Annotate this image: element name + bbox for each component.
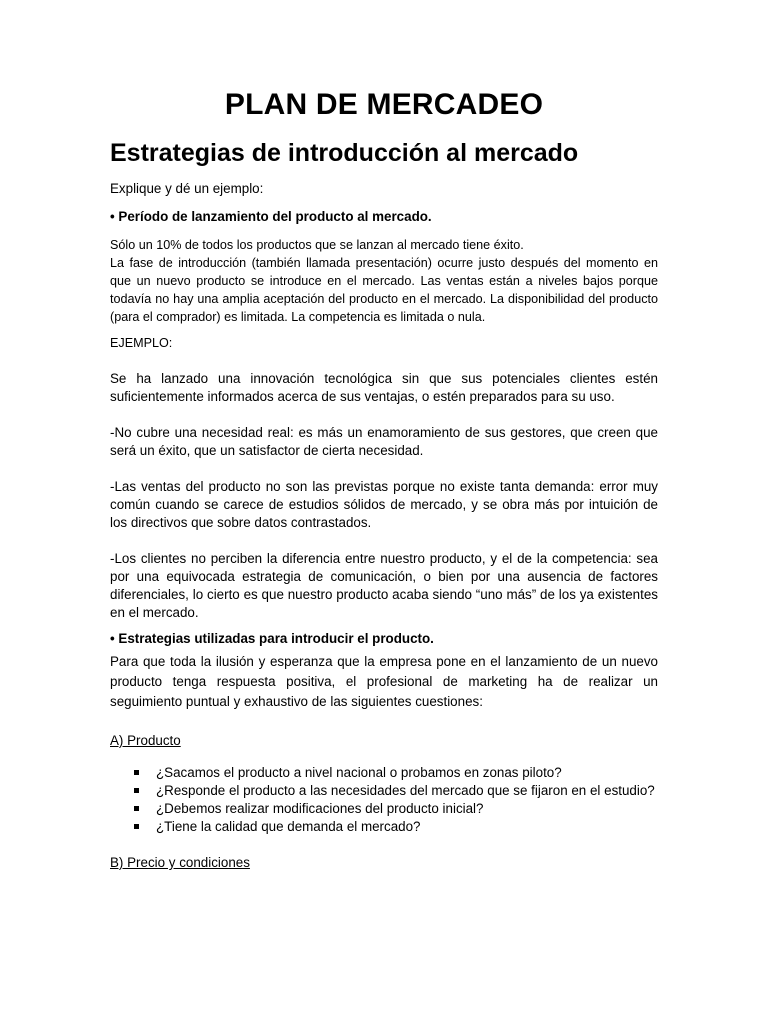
list-item: ¿Debemos realizar modificaciones del producto inicial? (110, 800, 658, 818)
bullet-square-icon (134, 824, 139, 829)
page-subtitle: Estrategias de introducción al mercado (110, 139, 579, 167)
example-paragraph-1: Se ha lanzado una innovación tecnológica sin que sus potenciales clientes estén suficientemente informados acerca de sus ventajas, o estén preparados para su uso. (110, 371, 658, 404)
section-heading-launch-period: • Período de lanzamiento del producto al mercado. (110, 209, 432, 224)
example-paragraph-4: -Los clientes no perciben la diferencia entre nuestro producto, y el de la competencia: sea por una equivocada estrategia de comunicación, o bien por una ausencia de factores diferenciales, lo cierto es que nuestro producto acaba siendo “uno más” de los ya existentes en el mercado. (110, 551, 658, 620)
subsection-heading-product: A) Producto (110, 733, 181, 748)
example-paragraph-2: -No cubre una necesidad real: es más un enamoramiento de sus gestores, que creen que será un éxito, que un satisfactor de cierta necesidad. (110, 425, 658, 458)
instruction-text: Explique y dé un ejemplo: (110, 181, 264, 196)
list-item: ¿Sacamos el producto a nivel nacional o probamos en zonas piloto? (110, 764, 658, 782)
product-questions-list (110, 764, 658, 836)
list-item: ¿Responde el producto a las necesidades del mercado que se fijaron en el estudio? (110, 782, 658, 800)
stat-line: Sólo un 10% de todos los productos que se lanzan al mercado tiene éxito. (110, 238, 524, 252)
section-heading-strategies: • Estrategias utilizadas para introducir el producto. (110, 631, 434, 646)
example-paragraph-3: -Las ventas del producto no son las previstas porque no existe tanta demanda: error muy común cuando se carece de estudios sólidos de mercado, y se obra más por intuición de los directivos que sobre datos contrastados. (110, 479, 658, 530)
intro-phase-paragraph: La fase de introducción (también llamada presentación) ocurre justo después del momento en que un nuevo producto se introduce en el mercado. Las ventas están a niveles bajos porque todavía no hay una amplia aceptación del producto en el mercado. La disponibilidad del producto (para el comprador) es limitada. La competencia es limitada o nula. (110, 256, 658, 324)
page-title: PLAN DE MERCADEO (224, 88, 544, 121)
bullet-square-icon (134, 788, 139, 793)
bullet-square-icon (134, 806, 139, 811)
subsection-heading-price: B) Precio y condiciones (110, 855, 250, 870)
document-body (110, 180, 658, 872)
example-label: EJEMPLO: (110, 336, 173, 350)
strategies-paragraph: Para que toda la ilusión y esperanza que la empresa pone en el lanzamiento de un nuevo producto tenga respuesta positiva, el profesional de marketing ha de realizar un seguimiento puntual y exhaustivo de las siguientes cuestiones: (110, 654, 658, 709)
list-item: ¿Tiene la calidad que demanda el mercado? (110, 818, 658, 836)
bullet-square-icon (134, 770, 139, 775)
